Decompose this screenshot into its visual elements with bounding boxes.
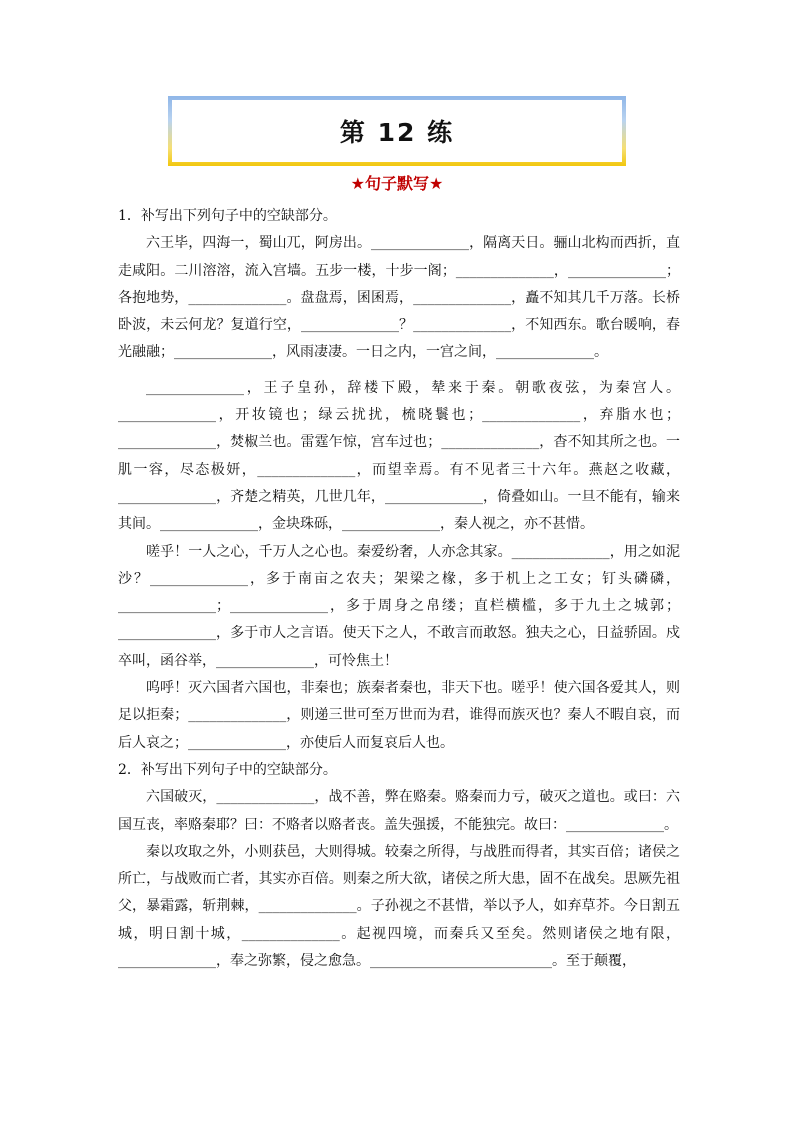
- q1-paragraph-3: 嗟乎！一人之心，千万人之心也。秦爱纷奢，人亦念其家。______________，用之如泥沙？______________，多于南亩之农夫；架梁之椽，多于机上之工女；钉头磷磷，______________；______________，多于周身之帛缕；直栏横槛，多于九土之城郭；______________，多于市人之言语。使天下之人，不敢言而敢怒。独夫之心，日益骄固。戍卒叫，函谷举，______________，可怜焦土！: [118, 543, 680, 669]
- q2-paragraph-2: 秦以攻取之外，小则获邑，大则得城。较秦之所得，与战胜而得者，其实百倍；诸侯之所亡，与战败而亡者，其实亦百倍。则秦之所大欲，诸侯之所大患，固不在战矣。思厥先祖父，暴霜露，斩荆棘，______________。子孙视之不甚惜，举以予人，如弃草芥。今日割五城，明日割十城，______________。起视四境，而秦兵又至矣。然则诸侯之地有限，______________，奉之弥繁，侵之愈急。__________________________。至于颠覆，: [118, 843, 680, 970]
- q1-paragraph-4: 呜呼！灭六国者六国也，非秦也；族秦者秦也，非天下也。嗟乎！使六国各爱其人，则足以拒秦；______________，则递三世可至万世而为君，谁得而族灭也？秦人不暇自哀，而后人哀之；______________，亦使后人而复哀后人也。: [118, 680, 680, 751]
- q1-paragraph-2: ______________，王子皇孙，辞楼下殿，辇来于秦。朝歌夜弦，为秦宫人。______________，开妆镜也；绿云扰扰，梳晓鬟也；______________，弃脂水也；______________，焚椒兰也。雷霆乍惊，宫车过也；______________，杳不知其所之也。一肌一容，尽态极妍，______________，而望幸焉。有不见者三十六年。燕赵之收藏，______________，齐楚之精英，几世几年，______________，倚叠如山。一旦不能有，输来其间。______________，金块珠砾，______________，秦人视之，亦不甚惜。: [118, 379, 680, 533]
- question-1-label: 1．补写出下列句子中的空缺部分。: [118, 208, 337, 224]
- title-box: [172, 100, 622, 162]
- section-subtitle: ★句子默写★: [350, 174, 444, 193]
- title-frame: [168, 96, 626, 166]
- page-title: 第 12 练: [339, 118, 455, 147]
- q2-paragraph-1: 六国破灭，______________，战不善，弊在赂秦。赂秦而力亏，破灭之道也。或曰：六国互丧，率赂秦耶？曰：不赂者以赂者丧。盖失强援，不能独完。故曰：______________。: [118, 789, 680, 833]
- content-body: [118, 203, 680, 975]
- q1-paragraph-1: 六王毕，四海一，蜀山兀，阿房出。______________，隔离天日。骊山北构而西折，直走咸阳。二川溶溶，流入宫墙。五步一楼，十步一阁；______________，______________；各抱地势，______________。盘盘焉，囷囷焉，______________，矗不知其几千万落。长桥卧波，未云何龙？复道行空，______________？______________，不知西东。歌台暖响，春光融融；______________，风雨凄凄。一日之内，一宫之间，______________。: [118, 235, 680, 361]
- question-2-label: 2．补写出下列句子中的空缺部分。: [118, 761, 337, 778]
